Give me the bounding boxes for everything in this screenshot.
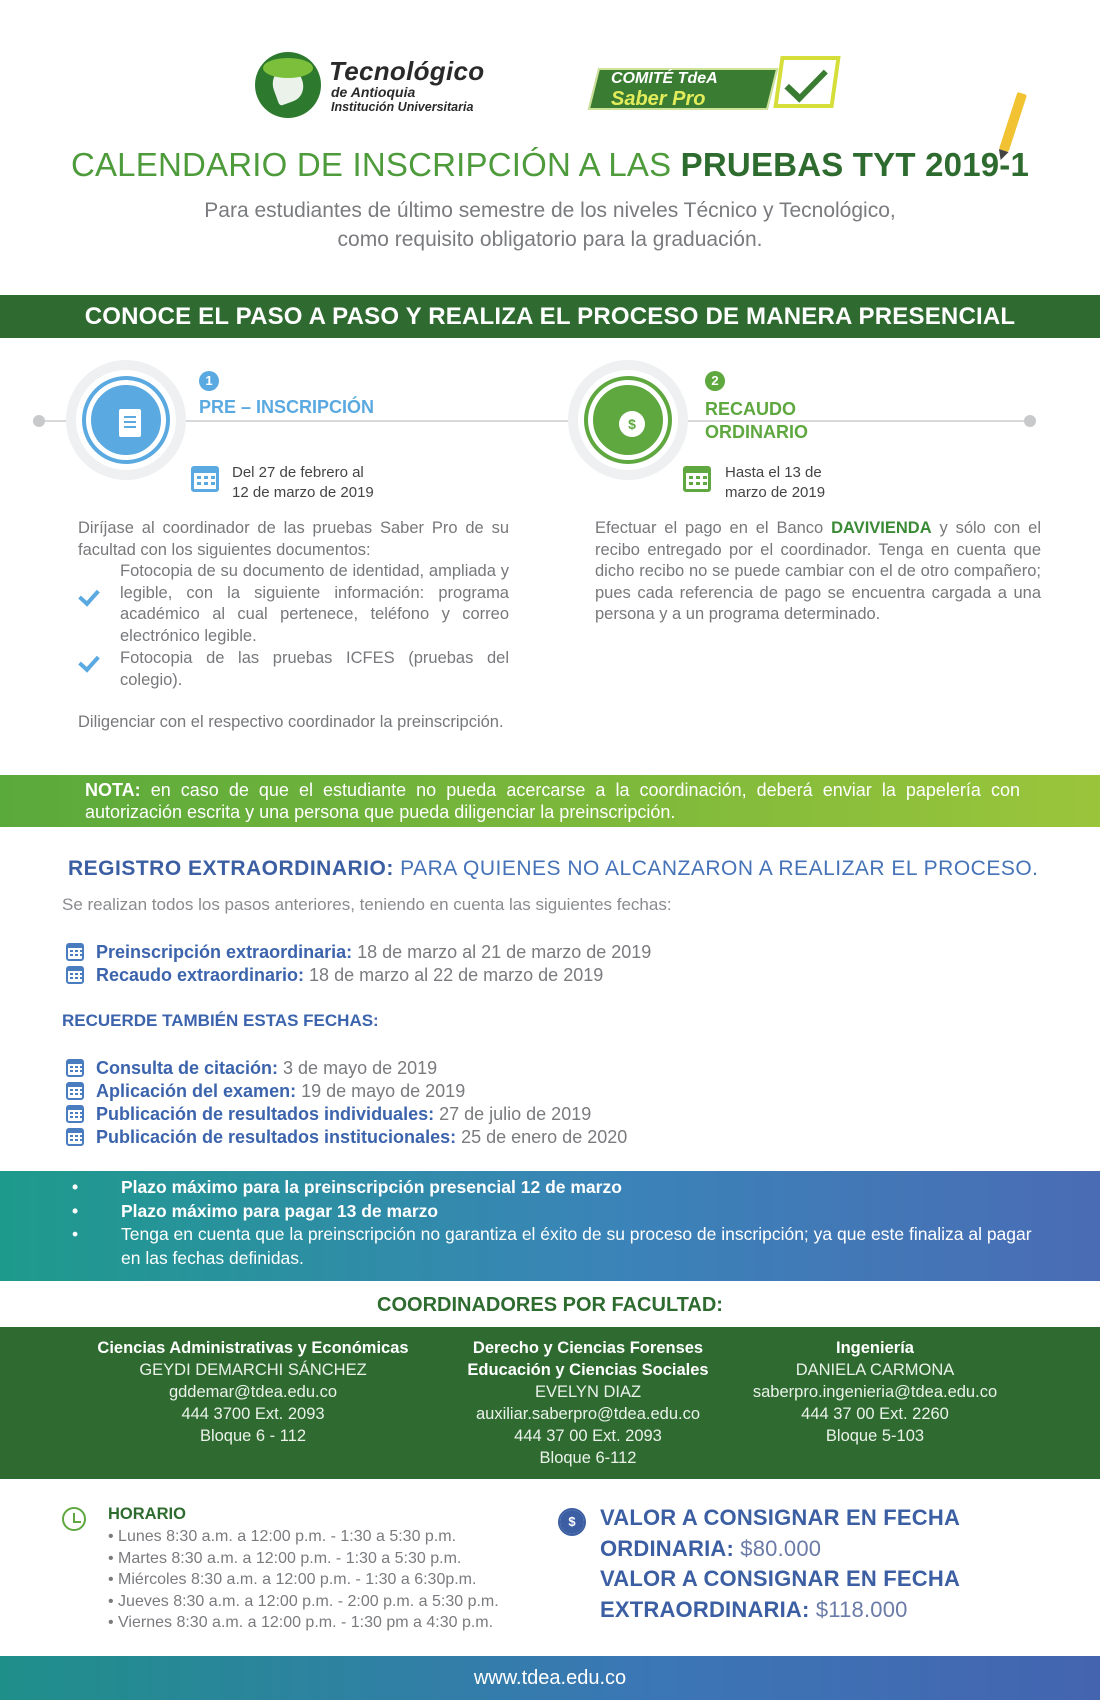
- coordinators-panel: [0, 1327, 1100, 1479]
- remember-date-row: [66, 1102, 591, 1126]
- pencil-icon: [999, 92, 1027, 152]
- remember-date-row: [66, 1125, 627, 1149]
- tdea-logo: [255, 52, 545, 118]
- schedule-item: • Miércoles 8:30 a.m. a 12:00 p.m. - 1:30 a 6:30p.m.: [108, 1569, 499, 1591]
- coordinator-office: Bloque 6-112: [539, 1449, 637, 1467]
- subtitle-line-2: como requisito obligatorio para la graduación.: [337, 228, 763, 251]
- schedule-title: HORARIO: [108, 1505, 186, 1523]
- coordinator-name: EVELYN DIAZ: [534, 1383, 642, 1401]
- step1-badge: [76, 370, 176, 470]
- tdea-logo-type: Institución Universitaria: [331, 100, 474, 114]
- coordinator-column: [438, 1337, 738, 1469]
- remember-date-label: Publicación de resultados individuales:: [96, 1104, 435, 1124]
- calendar-icon: [66, 943, 84, 961]
- step2-date: [725, 463, 825, 503]
- bank-name: DAVIVIENDA: [831, 519, 932, 537]
- coordinator-phone: 444 3700 Ext. 2093: [181, 1405, 325, 1423]
- calendar-icon: [66, 966, 84, 984]
- schedule-item: • Martes 8:30 a.m. a 12:00 p.m. - 1:30 a 5:30 p.m.: [108, 1548, 499, 1570]
- extra-title: [68, 857, 1039, 881]
- calendar-icon: [66, 1128, 84, 1146]
- remember-date-value: 3 de mayo de 2019: [278, 1058, 438, 1078]
- step1-closing: Diligenciar con el respectivo coordinador la preinscripción.: [78, 713, 504, 731]
- timeline-dot-start: [33, 415, 45, 427]
- calendar-icon: [683, 466, 711, 492]
- extra-title-rest: PARA QUIENES NO ALCANZARON A REALIZAR EL PROCESO.: [393, 857, 1039, 880]
- faculty-name: Ingeniería: [836, 1339, 914, 1357]
- faculty-name: Derecho y Ciencias Forenses: [472, 1339, 704, 1357]
- step1-intro: Diríjase al coordinador de las pruebas Saber Pro de su facultad con los siguientes documentos:: [78, 519, 509, 559]
- nota-text: en caso de que el estudiante no pueda acercarse a la coordinación, deberá enviar la papelería con autorización escrita y una persona que pueda diligenciar la preinscripción.: [85, 780, 1020, 822]
- steps-banner: CONOCE EL PASO A PASO Y REALIZA EL PROCESO DE MANERA PRESENCIAL: [0, 295, 1100, 338]
- calendar-icon: [191, 466, 219, 492]
- step1-date-line-1: Del 27 de febrero al: [232, 464, 364, 481]
- coordinators-title: COORDINADORES POR FACULTAD:: [377, 1294, 723, 1316]
- fee-values: [600, 1503, 960, 1625]
- extra-date-label: Recaudo extraordinario:: [96, 965, 305, 985]
- step2-body: [595, 518, 1041, 626]
- title-bold: PRUEBAS TYT 2019-1: [680, 146, 1030, 183]
- step1-check-1: Fotocopia de su documento de identidad, ampliada y legible, con la siguiente información: programa académico al cual pertenece, teléfono y correo electrónico legible.: [120, 562, 509, 645]
- coordinator-office: Bloque 5-103: [825, 1427, 925, 1445]
- calendar-icon: [66, 1105, 84, 1123]
- extra-date-label: Preinscripción extraordinaria:: [96, 942, 353, 962]
- document-icon: [119, 409, 141, 437]
- schedule-item: • Viernes 8:30 a.m. a 12:00 p.m. - 1:30 pm a 4:30 p.m.: [108, 1612, 499, 1634]
- step2-text-before: Efectuar el pago en el Banco: [595, 519, 832, 537]
- tdea-logo-name: Tecnológico: [329, 56, 485, 86]
- faculty-name: Ciencias Administrativas y Económicas: [97, 1339, 409, 1357]
- fee-extra-label-2: EXTRAORDINARIA:: [600, 1596, 810, 1622]
- fee-ordinary-label-2: ORDINARIA:: [600, 1535, 734, 1561]
- step2-title-line-1: RECAUDO: [705, 399, 797, 419]
- extra-date-row: [66, 963, 603, 987]
- nota-label: NOTA:: [85, 780, 141, 800]
- coordinator-phone: 444 37 00 Ext. 2260: [801, 1405, 949, 1423]
- step2-date-line-2: marzo de 2019: [725, 484, 826, 501]
- step1-date-line-2: 12 de marzo de 2019: [232, 484, 374, 501]
- remember-date-value: 27 de julio de 2019: [434, 1104, 592, 1124]
- coordinator-email[interactable]: saberpro.ingenieria@tdea.edu.co: [752, 1383, 998, 1401]
- comite-logo-line1: COMITÉ TdeA: [611, 70, 718, 87]
- nota-banner: [0, 775, 1100, 827]
- extra-date-row: [66, 940, 651, 964]
- step2-text-after: y sólo con el recibo entregado por el coordinador. Tenga en cuenta que dicho recibo no se puede cambiar con el de otro compañero; pues cada referencia de pago se encuentra cargada a una persona y a un programa determinado.: [595, 519, 1041, 623]
- remember-date-label: Consulta de citación:: [96, 1058, 279, 1078]
- coin-icon: [558, 1508, 586, 1536]
- calendar-icon: [66, 1082, 84, 1100]
- timeline-dot-end: [1024, 415, 1036, 427]
- check-icon: [78, 590, 98, 604]
- step2-title: [705, 398, 808, 444]
- remember-date-label: Publicación de resultados institucionales:: [96, 1127, 457, 1147]
- coordinator-column: [78, 1337, 428, 1447]
- coordinator-email[interactable]: gddemar@tdea.edu.co: [168, 1383, 338, 1401]
- page-title: [0, 146, 1100, 184]
- fee-ordinary-value: $80.000: [734, 1535, 822, 1561]
- deadline-item: • Tenga en cuenta que la preinscripción no garantiza el éxito de su proceso de inscripción; ya que este finaliza al pagar en las fechas definidas.: [72, 1223, 1040, 1270]
- extra-date-value: 18 de marzo al 22 de marzo de 2019: [304, 965, 604, 985]
- step2-badge-inner: [588, 380, 668, 460]
- extra-date-value: 18 de marzo al 21 de marzo de 2019: [352, 942, 652, 962]
- remember-title: RECUERDE TAMBIÉN ESTAS FECHAS:: [62, 1011, 379, 1030]
- money-bag-icon: $: [619, 411, 645, 437]
- deadline-item: • Plazo máximo para pagar 13 de marzo: [72, 1200, 1040, 1224]
- calendar-icon: [66, 1059, 84, 1077]
- schedule-list: [108, 1526, 499, 1634]
- remember-date-value: 25 de enero de 2020: [456, 1127, 628, 1147]
- step2-title-line-2: ORDINARIO: [705, 422, 808, 442]
- schedule-item: • Lunes 8:30 a.m. a 12:00 p.m. - 1:30 a 5:30 p.m.: [108, 1526, 499, 1548]
- page-subtitle: [0, 196, 1100, 254]
- fee-ordinary-label-1: VALOR A CONSIGNAR EN FECHA: [600, 1505, 961, 1530]
- coordinator-phone: 444 37 00 Ext. 2093: [514, 1427, 662, 1445]
- website-link[interactable]: www.tdea.edu.co: [0, 1656, 1100, 1700]
- fee-ordinary-row: [600, 1534, 960, 1565]
- remember-date-row: [66, 1079, 465, 1103]
- check-icon: [78, 656, 98, 670]
- remember-date-label: Aplicación del examen:: [96, 1081, 297, 1101]
- remember-date-value: 19 de mayo de 2019: [296, 1081, 466, 1101]
- remember-date-row: [66, 1056, 437, 1080]
- deadlines-banner: [0, 1171, 1100, 1281]
- coordinator-column: [735, 1337, 1015, 1447]
- extra-title-bold: REGISTRO EXTRAORDINARIO:: [68, 857, 394, 880]
- step1-check-2: Fotocopia de las pruebas ICFES (pruebas del colegio).: [120, 649, 509, 689]
- deadline-item: • Plazo máximo para la preinscripción presencial 12 de marzo: [72, 1176, 1040, 1200]
- faculty-name-secondary: Educación y Ciencias Sociales: [467, 1361, 709, 1379]
- step1-date: [232, 463, 374, 503]
- checkmark-icon: [773, 56, 840, 108]
- coordinator-name: DANIELA CARMONA: [795, 1361, 955, 1379]
- extra-subtitle: Se realizan todos los pasos anteriores, teniendo en cuenta las siguientes fechas:: [62, 895, 672, 914]
- fee-extra-label-1: VALOR A CONSIGNAR EN FECHA: [600, 1566, 961, 1591]
- step2-number: 2: [705, 371, 725, 391]
- schedule-item: • Jueves 8:30 a.m. a 12:00 p.m. - 2:00 p.m. a 5:30 p.m.: [108, 1591, 499, 1613]
- fee-extra-row: [600, 1595, 960, 1626]
- coordinator-email[interactable]: auxiliar.saberpro@tdea.edu.co: [475, 1405, 701, 1423]
- coordinator-name: GEYDI DEMARCHI SÁNCHEZ: [139, 1361, 367, 1379]
- subtitle-line-1: Para estudiantes de último semestre de los niveles Técnico y Tecnológico,: [204, 199, 896, 222]
- step1-number: 1: [199, 371, 219, 391]
- step1-badge-inner: [86, 380, 166, 460]
- step1-body: [78, 518, 509, 561]
- coordinator-office: Bloque 6 - 112: [199, 1427, 307, 1445]
- tdea-emblem-icon: [255, 52, 321, 118]
- fee-extra-value: $118.000: [809, 1596, 908, 1622]
- step1-title: PRE – INSCRIPCIÓN: [199, 397, 375, 417]
- step2-date-line-1: Hasta el 13 de: [725, 464, 822, 481]
- clock-icon: [62, 1507, 86, 1531]
- comite-saber-pro-logo: [593, 56, 843, 116]
- tdea-logo-region: de Antioquia: [331, 84, 416, 100]
- step2-badge: [578, 370, 678, 470]
- title-light: CALENDARIO DE INSCRIPCIÓN A LAS: [70, 146, 681, 183]
- comite-logo-line2: Saber Pro: [611, 88, 706, 110]
